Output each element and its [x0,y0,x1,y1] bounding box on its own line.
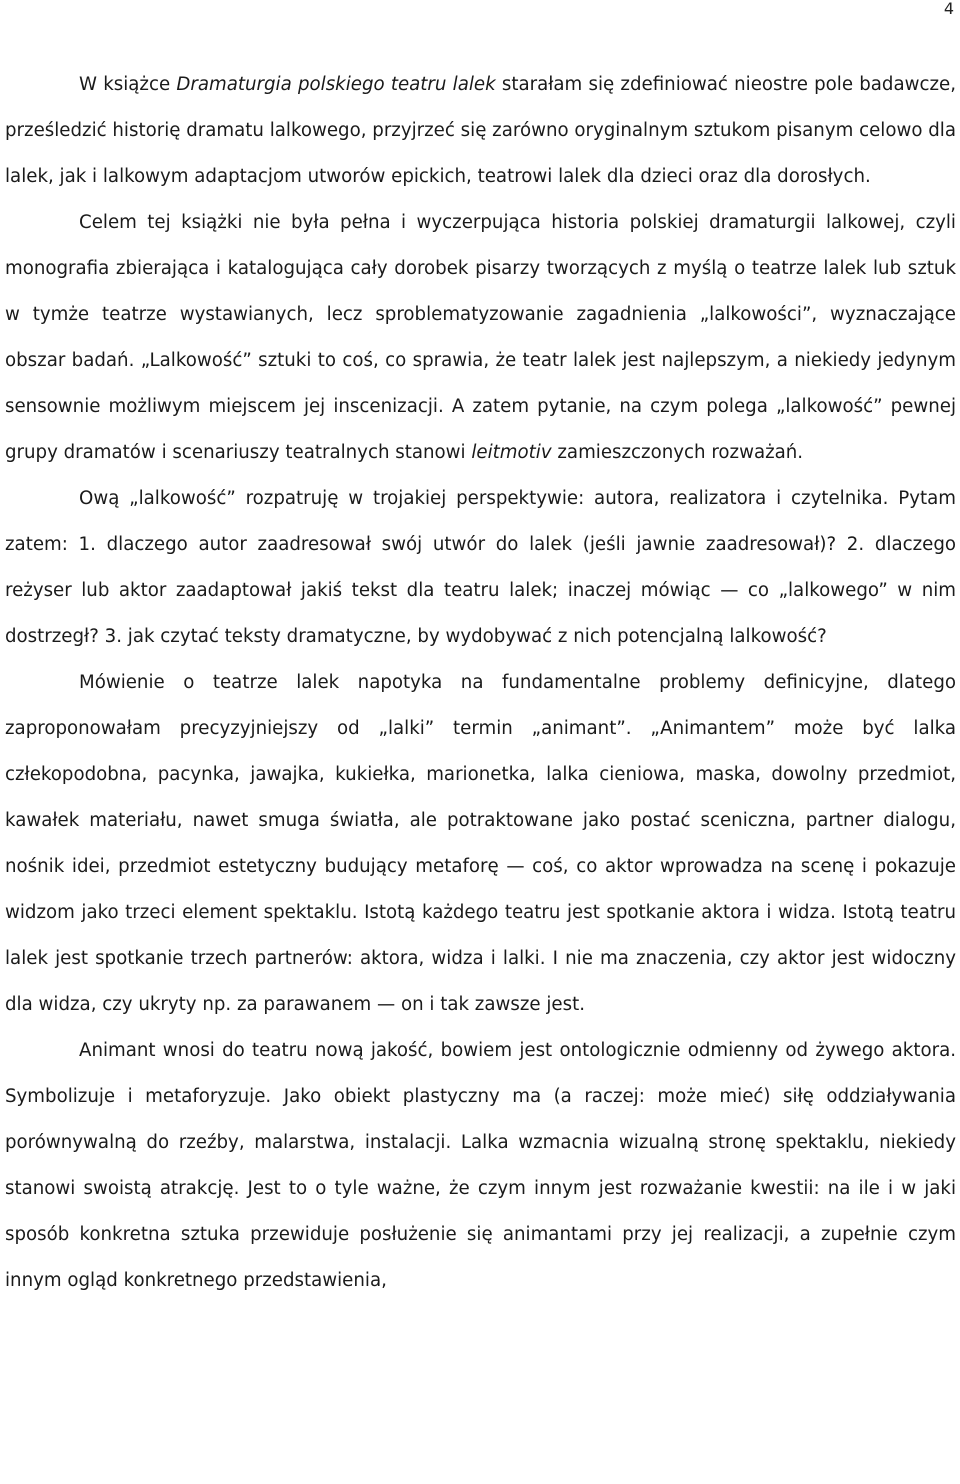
paragraph [5,660,956,1028]
document-body [5,62,956,1304]
book-title: Dramaturgia polskiego teatru lalek [176,74,496,95]
text-segment: W książce [79,74,177,95]
text-segment: starałam się zdefiniować nieostre pole badawcze, prześledzić historię dramatu lalkowego, przyjrzeć się zarówno oryginalnym sztukom pisanym celowo dla lalek, jak i lalkowym adaptacjom utworów epickich, teatrowi lalek dla dzieci oraz dla dorosłych. [5,74,957,187]
paragraph [5,476,956,660]
text-segment: Celem tej książki nie była pełna i wyczerpująca historia polskiej dramaturgii lalkowej, czyli monografia zbierająca i katalogująca cały dorobek pisarzy tworzących z myślą o teatrze lalek lub sztuk w tymże teatrze wystawianych, lecz sproblematyzowanie zagadnienia „lalkowości”, wyznaczające obszar badań. „Lalkowość” sztuki to coś, co sprawia, że teatr lalek jest najlepszym, a niekiedy jedynym sensownie możliwym miejscem jej inscenizacji. A zatem pytanie, na czym polega „lalkowość” pewnej grupy dramatów i scenariuszy teatralnych stanowi [5,212,956,463]
paragraph [5,62,956,200]
text-segment: zamieszczonych rozważań. [551,442,804,463]
paragraph [5,200,956,476]
italic-term: leitmotiv [471,442,552,463]
paragraph [5,1028,956,1304]
text-segment: Animant wnosi do teatru nową jakość, bowiem jest ontologicznie odmienny od żywego aktora. Symbolizuje i metaforyzuje. Jako obiekt plastyczny ma (a raczej: może mieć) siłę oddziaływania porównywalną do rzeźby, malarstwa, instalacji. Lalka wzmacnia wizualną stronę spektaklu, niekiedy stanowi swoistą atrakcję. Jest to o tyle ważne, że czym innym jest rozważanie kwestii: na ile i w jaki sposób konkretna sztuka przewiduje posłużenie się animantami przy jej realizacji, a zupełnie czym innym ogląd konkretnego przedstawienia, [5,1040,956,1291]
page-number: 4 [943,0,954,18]
text-segment: Ową „lalkowość” rozpatruję w trojakiej perspektywie: autora, realizatora i czytelnika. Pytam zatem: 1. dlaczego autor zaadresował swój utwór do lalek (jeśli jawnie zaadresował)? 2. dlaczego reżyser lub aktor zaadaptował jakiś tekst dla teatru lalek; inaczej mówiąc — co „lalkowego” w nim dostrzegł? 3. jak czytać teksty dramatyczne, by wydobywać z nich potencjalną lalkowość? [5,488,956,647]
text-segment: Mówienie o teatrze lalek napotyka na fundamentalne problemy definicyjne, dlatego zaproponowałam precyzyjniejszy od „lalki” termin „animant”. „Animantem” może być lalka człekopodobna, pacynka, jawajka, kukiełka, marionetka, lalka cieniowa, maska, dowolny przedmiot, kawałek materiału, nawet smuga światła, ale potraktowane jako postać sceniczna, partner dialogu, nośnik idei, przedmiot estetyczny budujący metaforę — coś, co aktor wprowadza na scenę i pokazuje widzom jako trzeci element spektaklu. Istotą każdego teatru jest spotkanie aktora i widza. Istotą teatru lalek jest spotkanie trzech partnerów: aktora, widza i lalki. I nie ma znaczenia, czy aktor jest widoczny dla widza, czy ukryty np. za parawanem — on i tak zawsze jest. [5,672,956,1015]
